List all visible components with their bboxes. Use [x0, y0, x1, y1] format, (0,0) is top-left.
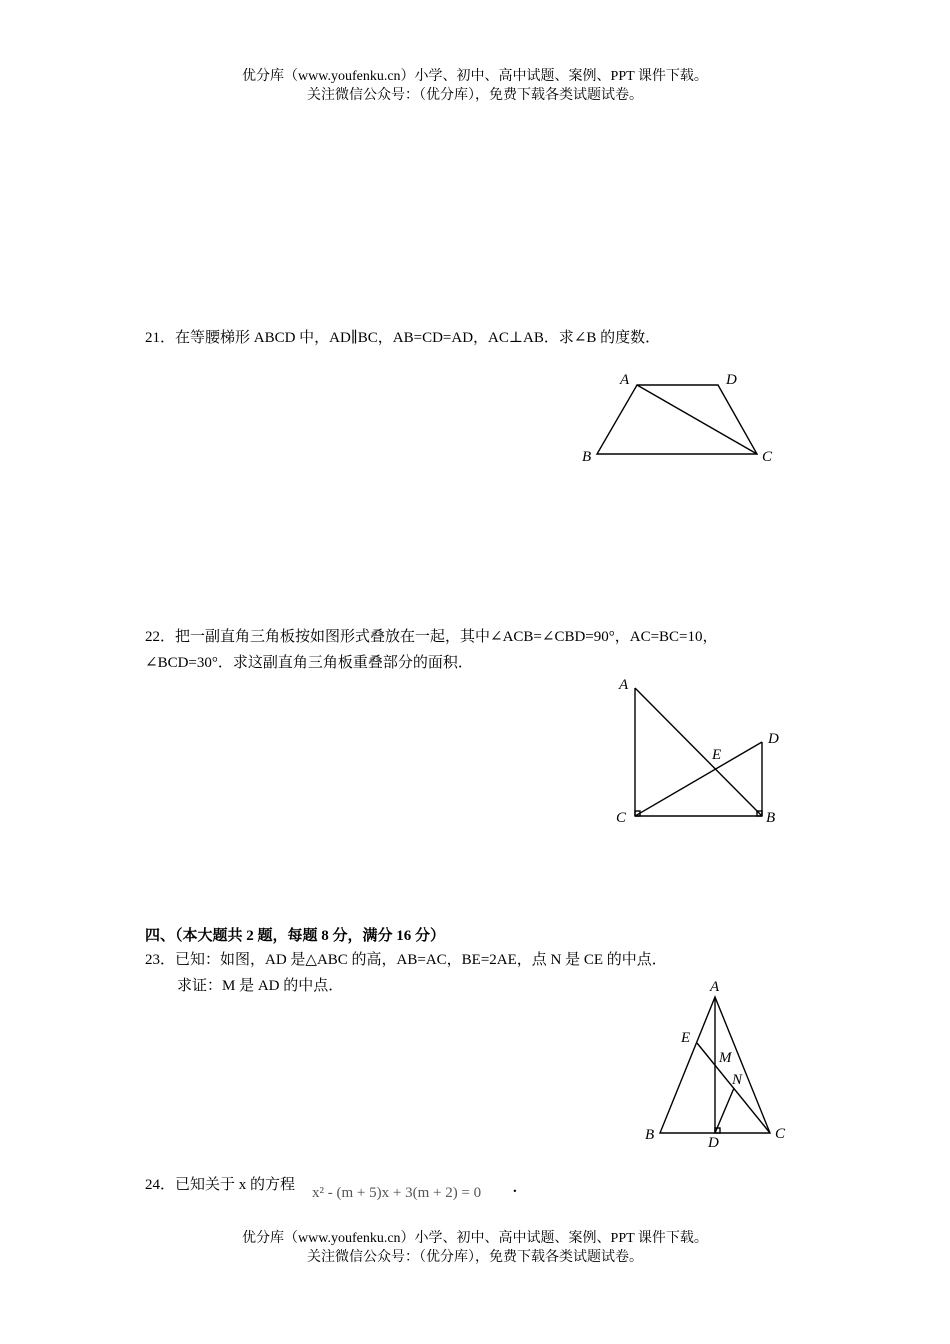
- label-n: N: [732, 1072, 743, 1088]
- label-d: D: [768, 731, 779, 747]
- page-footer-line-1: 优分库（www.youfenku.cn）小学、初中、高中试题、案例、PPT 课件下载。: [242, 1231, 708, 1246]
- question-22-text-line-2: ∠BCD=30°．求这副直角三角板重叠部分的面积．: [145, 655, 473, 671]
- page-header-line-1: 优分库（www.youfenku.cn）小学、初中、高中试题、案例、PPT 课件下载。: [242, 69, 708, 84]
- q21-trapezoid-figure: [570, 365, 790, 470]
- q23-isosceles-figure: [640, 975, 795, 1155]
- label-c: C: [762, 449, 773, 465]
- label-c: C: [775, 1126, 786, 1142]
- question-24-period: .: [513, 1180, 517, 1196]
- trapezoid-abcd: [597, 385, 757, 454]
- label-m: M: [719, 1050, 732, 1066]
- diagonal-ac: [637, 385, 757, 454]
- label-e: E: [712, 747, 722, 763]
- segment-ab: [635, 688, 762, 816]
- label-b: B: [766, 810, 776, 826]
- question-21-text: 21．在等腰梯形 ABCD 中，AD∥BC，AB=CD=AD，AC⊥AB．求∠B 的度数．: [145, 330, 661, 346]
- label-a: A: [710, 979, 720, 995]
- label-a: A: [619, 677, 629, 693]
- segment-dn: [715, 1088, 734, 1133]
- label-e: E: [681, 1030, 691, 1046]
- label-a: A: [620, 372, 630, 388]
- question-22-text-line-1: 22．把一副直角三角板按如图形式叠放在一起，其中∠ACB=∠CBD=90°，AC=BC=10，: [145, 629, 718, 645]
- label-d: D: [726, 372, 737, 388]
- question-24-equation: x² - (m + 5)x + 3(m + 2) = 0: [312, 1185, 482, 1201]
- page-footer-line-2: 关注微信公众号：（优分库），免费下载各类试题试卷。: [307, 1250, 643, 1265]
- q22-triangles-figure: [605, 670, 795, 830]
- question-23-text-line-2: 求证：M 是 AD 的中点．: [177, 978, 344, 994]
- label-d: D: [708, 1135, 719, 1151]
- section-4-title: 四、（本大题共 2 题，每题 8 分，满分 16 分）: [145, 928, 446, 944]
- label-c: C: [616, 810, 627, 826]
- segment-cd: [635, 742, 762, 816]
- question-23-text-line-1: 23．已知：如图，AD 是△ABC 的高，AB=AC，BE=2AE，点 N 是 CE 的中点．: [145, 952, 667, 968]
- question-24-text: 24．已知关于 x 的方程: [145, 1177, 296, 1193]
- label-b: B: [645, 1127, 655, 1143]
- page-header-line-2: 关注微信公众号：（优分库），免费下载各类试题试卷。: [307, 88, 643, 103]
- label-b: B: [582, 449, 592, 465]
